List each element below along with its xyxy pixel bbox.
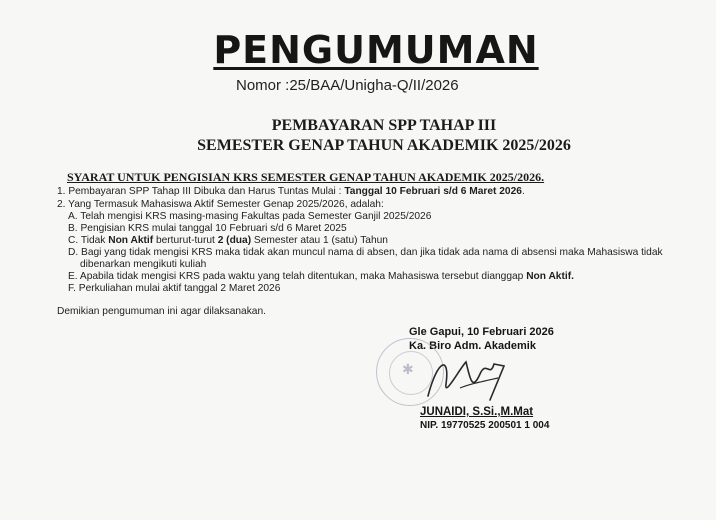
sub-item-label: E.	[68, 271, 78, 282]
sub-item-label: B.	[68, 223, 78, 234]
announcement-title: PENGUMUMAN	[213, 28, 539, 72]
sub-item-label: A.	[68, 211, 78, 222]
sub-item-label: D.	[68, 247, 79, 258]
sub-item-text: Bagi yang tidak mengisi KRS maka tidak akan muncul nama di absen, dan jika tidak ada nama di absensi maka Mahasiswa tidak	[81, 247, 663, 258]
document-number: Nomor :25/BAA/Unigha-Q/II/2026	[236, 77, 459, 94]
sub-item-bold: Non Aktif	[108, 235, 154, 246]
place-date: Gle Gapui, 10 Februari 2026	[409, 326, 554, 338]
sub-item-label: C.	[68, 235, 79, 246]
sub-item-text: Semester atau 1 (satu) Tahun	[251, 235, 388, 246]
payment-deadline: Tanggal 10 Februari s/d 6 Maret 2026	[344, 186, 522, 197]
signatory-nip: NIP. 19770525 200501 1 004	[420, 420, 550, 431]
list-text: Pembayaran SPP Tahap III Dibuka dan Harus Tuntas Mulai :	[68, 186, 345, 197]
section-heading: SYARAT UNTUK PENGISIAN KRS SEMESTER GENAP TAHUN AKADEMIK 2025/2026.	[67, 170, 545, 184]
sub-item-text: Apabila tidak mengisi KRS pada waktu yang telah ditentukan, maka Mahasiswa tersebut dianggap	[79, 271, 527, 282]
sub-item-b	[68, 223, 347, 234]
handwritten-signature	[420, 348, 540, 408]
list-item-2	[57, 199, 384, 210]
subtitle-semester: SEMESTER GENAP TAHUN AKADEMIK 2025/2026	[197, 137, 571, 154]
list-text-end: .	[521, 186, 525, 197]
subtitle-payment: PEMBAYARAN SPP TAHAP III	[271, 117, 497, 134]
stamp-emblem-icon: ✱	[402, 361, 414, 377]
sub-item-c	[68, 235, 388, 246]
sub-item-f	[68, 283, 280, 294]
sub-item-bold: 2 (dua)	[217, 235, 252, 246]
list-number: 1.	[57, 186, 66, 197]
signatory-name: JUNAIDI, S.Si.,M.Mat	[420, 406, 534, 418]
sub-item-a	[68, 211, 431, 222]
sub-item-d-continuation: dibenarkan mengikuti kuliah	[80, 259, 207, 270]
signatory-position: Ka. Biro Adm. Akademik	[409, 340, 536, 352]
sub-item-d	[68, 247, 663, 258]
sub-item-text: Perkuliahan mulai aktif tanggal 2 Maret 2026	[78, 283, 281, 294]
sub-item-text: Pengisian KRS mulai tanggal 10 Februari s/d 6 Maret 2025	[80, 223, 347, 234]
list-item-1	[57, 186, 525, 197]
sub-item-e	[68, 271, 574, 282]
closing-statement: Demikian pengumuman ini agar dilaksanakan.	[57, 306, 266, 317]
list-text: Yang Termasuk Mahasiswa Aktif Semester Genap 2025/2026, adalah:	[68, 199, 384, 210]
sub-item-text: Tidak	[80, 235, 109, 246]
sub-item-bold: Non Aktif.	[526, 271, 574, 282]
list-number: 2.	[57, 199, 66, 210]
sub-item-text: berturut-turut	[153, 235, 218, 246]
sub-item-label: F.	[68, 283, 76, 294]
sub-item-text: Telah mengisi KRS masing-masing Fakultas pada Semester Ganjil 2025/2026	[80, 211, 432, 222]
